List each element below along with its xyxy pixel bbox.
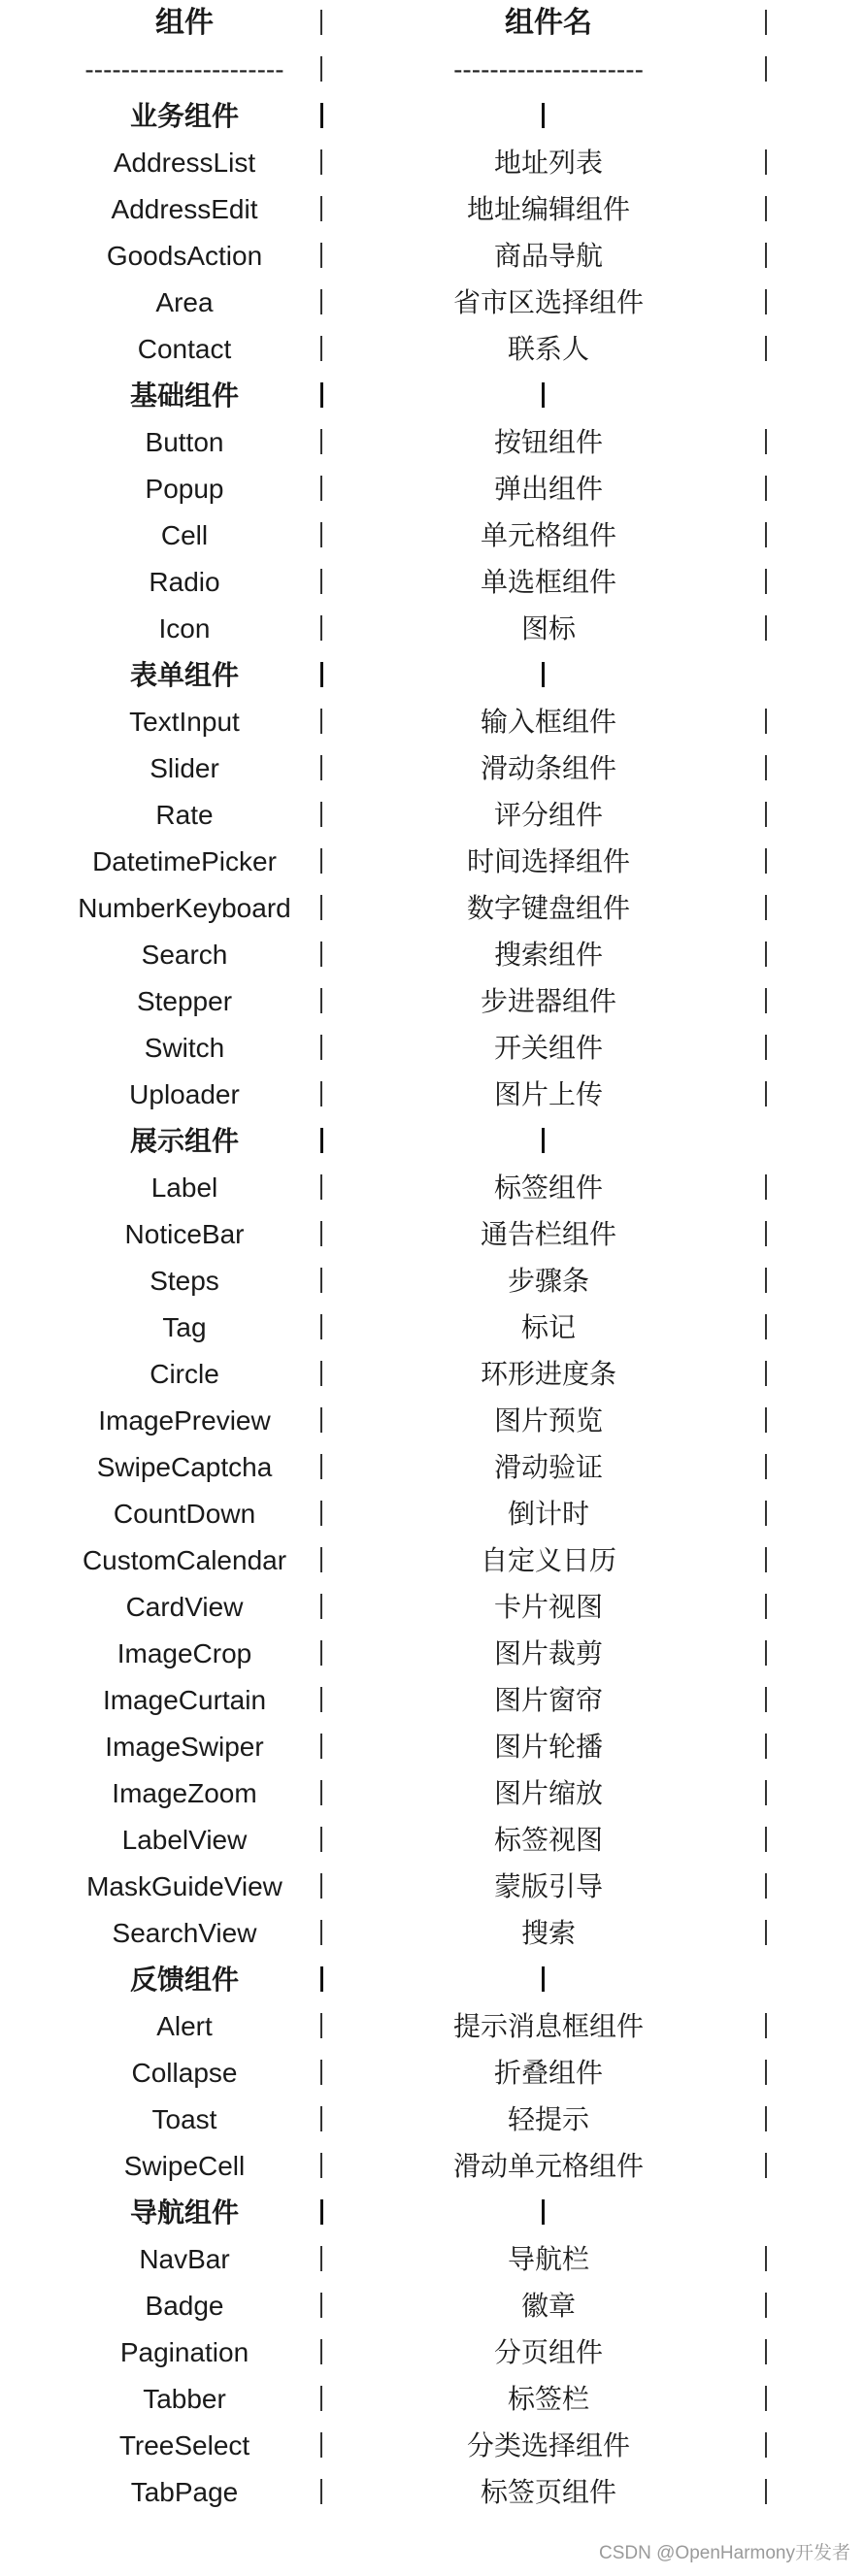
column-separator [320,382,323,408]
column-separator [765,2106,767,2131]
column-separator [320,1873,322,1899]
column-separator [320,476,322,501]
table-row [0,1910,864,1957]
table-row [0,1491,864,1537]
table-row [0,2236,864,2283]
component-name: LabelView [121,1825,248,1855]
section-title: 展示组件 [129,1126,239,1156]
component-name: AddressEdit [111,194,258,224]
component-name: Contact [137,334,232,364]
section-row [0,1118,864,1165]
component-label: 标签视图 [493,1825,603,1855]
column-separator [320,522,322,547]
column-separator [765,522,767,547]
column-separator [320,1268,322,1293]
column-separator [765,2432,767,2458]
table-divider-row [0,47,864,93]
column-separator [320,1128,323,1153]
column-separator [765,988,767,1013]
table-row [0,2283,864,2329]
column-separator [320,941,322,967]
column-separator [320,1035,322,1060]
component-name: Pagination [119,2337,249,2367]
column-separator [320,1827,322,1852]
table-row [0,1444,864,1491]
section-title: 业务组件 [129,101,239,131]
component-name: Stepper [136,986,233,1016]
column-separator [765,941,767,967]
column-separator [320,1547,322,1572]
table-row [0,2097,864,2143]
column-separator [542,1128,545,1153]
table-row [0,280,864,326]
column-separator [765,569,767,594]
component-label: 标签栏 [507,2384,589,2414]
column-separator [765,802,767,827]
component-name: ImageCurtain [102,1685,267,1715]
component-label: 图标 [520,613,576,644]
column-separator [320,243,322,268]
column-separator [765,196,767,221]
component-label: 单选框组件 [480,567,616,597]
column-separator [765,10,767,35]
component-label: 滑动条组件 [480,753,616,783]
component-label: 倒计时 [507,1499,589,1529]
column-separator [320,569,322,594]
table-row [0,2329,864,2376]
component-label: 标签组件 [493,1172,603,1203]
table-row [0,932,864,978]
table-row [0,2003,864,2050]
table-row [0,326,864,373]
component-label: 按钮组件 [493,427,603,457]
column-separator [765,1081,767,1106]
column-separator [765,1827,767,1852]
component-name: MaskGuideView [86,1871,282,1901]
column-separator [320,2246,322,2271]
table-row [0,1398,864,1444]
column-separator [320,1361,322,1386]
component-name: SwipeCell [123,2151,246,2181]
section-row [0,2190,864,2236]
column-separator [765,1035,767,1060]
column-separator [765,1174,767,1200]
column-separator [320,1687,322,1712]
component-name: TextInput [129,707,240,737]
component-name: TreeSelect [118,2430,250,2460]
component-label: 蒙版引导 [493,1871,603,1901]
table-row [0,1351,864,1398]
column-separator [320,1780,322,1805]
component-name: Rate [155,800,214,830]
component-label: 环形进度条 [480,1359,616,1389]
column-separator [320,429,322,454]
column-separator [765,1407,767,1433]
column-separator [765,755,767,780]
column-separator [320,2293,322,2318]
column-separator [320,755,322,780]
component-name: SearchView [112,1918,257,1948]
component-name: Button [145,427,224,457]
component-name: Tabber [143,2384,226,2414]
section-title: 表单组件 [129,660,239,690]
component-label: 通告栏组件 [480,1219,616,1249]
component-name: Area [155,287,214,317]
component-label: 图片缩放 [493,1778,603,1808]
column-separator [320,848,322,874]
column-separator [320,149,322,175]
table-row [0,1025,864,1072]
watermark: CSDN @OpenHarmony开发者 [599,2543,850,2563]
component-label: 图片上传 [493,1079,603,1109]
column-separator [765,56,767,82]
component-name: NoticeBar [124,1219,245,1249]
column-separator [320,336,322,361]
column-separator [320,662,323,687]
component-name: CardView [125,1592,244,1622]
column-separator [765,709,767,734]
column-separator [542,103,545,128]
column-separator [765,895,767,920]
section-row [0,1957,864,2003]
table-row [0,466,864,512]
column-separator [765,848,767,874]
component-label: 标签页组件 [480,2477,616,2507]
component-name: Badge [145,2291,224,2321]
column-separator [765,429,767,454]
table-row [0,885,864,932]
component-label: 徽章 [520,2291,576,2321]
component-label: 导航栏 [507,2244,589,2274]
column-separator [320,1407,322,1433]
column-separator [765,1920,767,1945]
component-label: 地址编辑组件 [466,194,630,224]
component-label: 图片轮播 [493,1732,603,1762]
component-name: TabPage [130,2477,239,2507]
column-separator [320,1081,322,1106]
column-separator [320,1314,322,1339]
component-name: Alert [156,2011,213,2041]
column-separator [765,1734,767,1759]
column-separator [320,2060,322,2085]
table-row [0,2469,864,2516]
column-separator [320,2339,322,2364]
table-row [0,1072,864,1118]
table-row [0,140,864,186]
column-separator [542,1966,545,1992]
section-row [0,93,864,140]
divider-col2: --------------------- [453,54,644,84]
table-row [0,1724,864,1770]
section-row [0,373,864,419]
column-separator [320,196,322,221]
component-name: ImageCrop [116,1638,252,1668]
table-row [0,1258,864,1305]
column-separator [320,1966,323,1992]
table-row [0,419,864,466]
header-name-col: 组件名 [505,7,592,39]
table-header-row [0,0,864,47]
table-row [0,2376,864,2423]
table-row [0,512,864,559]
table-row [0,745,864,792]
component-name: GoodsAction [106,241,263,271]
component-name: Circle [150,1359,219,1389]
table-row [0,1631,864,1677]
component-label: 时间选择组件 [466,846,630,876]
column-separator [765,476,767,501]
table-row [0,699,864,745]
column-separator [320,1640,322,1666]
column-separator [765,1594,767,1619]
column-separator [765,149,767,175]
component-label: 自定义日历 [480,1545,616,1575]
component-name: Uploader [129,1079,240,1109]
component-label: 评分组件 [493,800,603,830]
component-label: 分页组件 [493,2337,603,2367]
column-separator [320,2479,322,2504]
table-row [0,233,864,280]
column-separator [320,10,322,35]
table-row [0,1864,864,1910]
column-separator [320,1174,322,1200]
column-separator [765,2479,767,2504]
component-name: NumberKeyboard [78,893,291,923]
component-label: 图片窗帘 [493,1685,603,1715]
column-separator [320,1454,322,1479]
component-name: CustomCalendar [82,1545,287,1575]
column-separator [765,2013,767,2038]
component-label: 步骤条 [507,1266,589,1296]
component-label: 输入框组件 [480,707,616,737]
table-row [0,1817,864,1864]
table-row [0,1770,864,1817]
component-label: 轻提示 [507,2104,589,2134]
column-separator [320,56,322,82]
component-name: Radio [149,567,220,597]
column-separator [765,1221,767,1246]
component-name: Tag [162,1312,207,1342]
table-row [0,559,864,606]
column-separator [320,1734,322,1759]
column-separator [765,1454,767,1479]
table-row [0,186,864,233]
column-separator [765,289,767,314]
component-label: 开关组件 [493,1033,603,1063]
section-title: 反馈组件 [129,1965,239,1995]
section-row [0,652,864,699]
component-name: ImageSwiper [105,1732,264,1762]
component-label: 卡片视图 [493,1592,603,1622]
column-separator [765,1361,767,1386]
column-separator [765,243,767,268]
column-separator [765,1873,767,1899]
column-separator [765,1687,767,1712]
table-row [0,1677,864,1724]
component-label: 图片预览 [493,1405,603,1436]
column-separator [320,615,322,641]
column-separator [765,1268,767,1293]
component-label: 图片裁剪 [493,1638,603,1668]
component-name: NavBar [139,2244,230,2274]
column-separator [765,1640,767,1666]
component-label: 联系人 [507,334,589,364]
column-separator [320,1221,322,1246]
column-separator [320,709,322,734]
column-separator [765,1314,767,1339]
table-row [0,2050,864,2097]
component-name: AddressList [113,148,256,178]
component-name: Collapse [131,2058,238,2088]
table-row [0,792,864,839]
column-separator [320,2432,322,2458]
component-name: SwipeCaptcha [96,1452,273,1482]
component-label: 提示消息框组件 [452,2011,644,2041]
table-row [0,606,864,652]
table-row [0,1165,864,1211]
column-separator [765,2060,767,2085]
table-row [0,2143,864,2190]
component-name: Search [141,940,228,970]
column-separator [765,336,767,361]
column-separator [320,2199,323,2225]
component-name: ImagePreview [98,1405,271,1436]
component-name: Toast [151,2104,217,2134]
table-row [0,1211,864,1258]
column-separator [765,1501,767,1526]
table-row [0,839,864,885]
column-separator [320,2013,322,2038]
column-separator [765,2293,767,2318]
column-separator [765,1780,767,1805]
header-component-col: 组件 [155,7,214,39]
column-separator [765,2246,767,2271]
component-label: 搜索组件 [493,940,603,970]
table-row [0,1584,864,1631]
column-separator [765,615,767,641]
column-separator [320,2106,322,2131]
component-label: 单元格组件 [480,520,616,550]
column-separator [542,662,545,687]
component-name: Icon [158,613,211,644]
column-separator [320,103,323,128]
column-separator [765,1547,767,1572]
column-separator [320,1920,322,1945]
section-title: 导航组件 [129,2197,239,2228]
component-label: 标记 [520,1312,576,1342]
component-label: 省市区选择组件 [452,287,644,317]
column-separator [320,1594,322,1619]
component-name: DatetimePicker [92,846,277,876]
component-label: 搜索 [520,1918,576,1948]
component-name: Cell [160,520,209,550]
column-separator [320,2386,322,2411]
component-name: ImageZoom [112,1778,257,1808]
component-name: CountDown [113,1499,256,1529]
column-separator [320,2153,322,2178]
component-label: 地址列表 [493,148,603,178]
component-name: Steps [150,1266,219,1296]
component-label: 分类选择组件 [466,2430,630,2460]
column-separator [320,1501,322,1526]
table-row [0,978,864,1025]
component-name: Switch [144,1033,225,1063]
component-label: 商品导航 [493,241,603,271]
column-separator [320,289,322,314]
column-separator [765,2339,767,2364]
column-separator [542,2199,545,2225]
component-name: Slider [150,753,219,783]
component-name: Label [150,1172,218,1203]
component-label: 弹出组件 [493,474,603,504]
component-label: 滑动单元格组件 [452,2151,644,2181]
section-title: 基础组件 [129,380,239,411]
component-label: 滑动验证 [493,1452,603,1482]
divider-col1: ---------------------- [84,54,284,84]
component-label: 步进器组件 [480,986,616,1016]
table-row [0,1305,864,1351]
column-separator [765,2153,767,2178]
component-name: Popup [145,474,224,504]
column-separator [320,895,322,920]
column-separator [765,2386,767,2411]
column-separator [320,988,322,1013]
table-row [0,2423,864,2469]
component-label: 折叠组件 [493,2058,603,2088]
column-separator [320,802,322,827]
table-row [0,1537,864,1584]
column-separator [542,382,545,408]
component-label: 数字键盘组件 [466,893,630,923]
